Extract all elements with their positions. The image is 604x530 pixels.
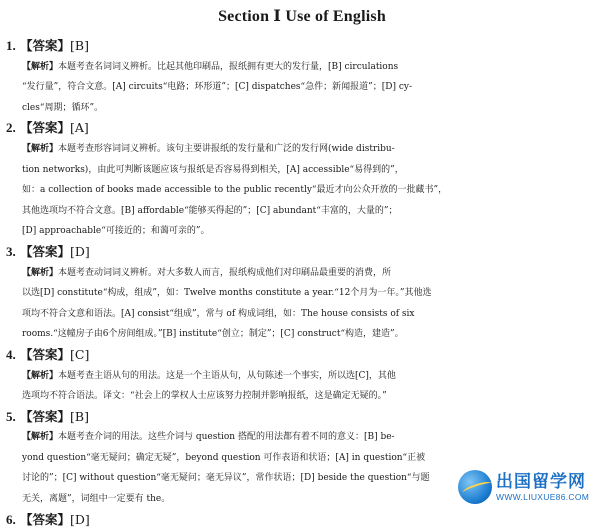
answer-value: [C] [70,346,90,362]
answer-value: [B] [70,408,89,424]
answer-tag: 【答案】 [20,511,71,527]
item-number: 3. [6,243,16,259]
analysis-line [6,77,600,98]
analysis-text: tion networks)，由此可判断该题应该与报纸是否容易得到相关，[A] accessible“易得到的”， [22,164,404,175]
answer-line [6,242,600,263]
analysis-text: 本题考查介词的用法。这些介词与 question 搭配的用法都有着不同的意义：[B] be- [58,432,395,443]
answer-list [6,36,600,530]
analysis-text: yond question“毫无疑问；确定无疑”，beyond question 可作表语和状语；[A] in question“正被 [22,452,426,463]
analysis-text: [D] approachable“可接近的；和蔼可亲的”。 [22,226,210,237]
answer-line [6,407,600,428]
analysis-line [6,201,600,222]
watermark-logo [458,465,598,509]
answer-line [6,118,600,139]
answer-value: [D] [70,511,90,527]
analysis-line [6,139,600,160]
analysis-text: 其他选项均不符合文意。[B] affordable“能够买得起的”；[C] abundant“丰富的，大量的”； [22,205,398,216]
analysis-text: 以选[D] constitute“构成，组成”，如：Twelve months constitute a year.“12个月为一年。”其他选 [22,288,432,299]
item-number: 4. [6,346,16,362]
analysis-line [6,263,600,284]
analysis-text: cles“周期；循环”。 [22,102,104,113]
answer-line [6,36,600,57]
answer-item [6,36,600,118]
section-title: Section Ⅰ Use of English [218,8,386,25]
analysis-text: 本题考查名词词义辨析。比起其他印刷品，报纸拥有更大的发行量，[B] circulations [58,61,399,72]
watermark-text [496,472,589,502]
answer-item [6,242,600,345]
analysis-text: 项均不符合文意和语法。[A] consist“组成”，常与 of 构成词组，如：The house consists of six [22,308,415,319]
analysis-line [6,304,600,325]
analysis-text: 讨论的”；[C] without question“毫无疑问；毫无异议”，常作状语；[D] beside the question“与题 [22,473,430,484]
analysis-tag: 【解析】 [22,61,59,72]
analysis-tag: 【解析】 [22,267,59,278]
watermark-name: 出国留学网 [496,472,586,492]
answer-value: [D] [70,243,90,259]
answer-value: [A] [70,120,89,136]
analysis-line [6,366,600,387]
analysis-tag: 【解析】 [22,143,59,154]
analysis-text: 选项均不符合语法。译文：“社会上的掌权人士应该努力控制并影响报纸，这是确定无疑的。” [22,391,387,402]
analysis-text: “发行量”，符合文意。[A] circuits“电路；环形道”；[C] dispatches“急件；新闻报道”；[D] cy- [22,82,412,93]
analysis-line [6,180,600,201]
item-number: 2. [6,120,16,136]
watermark-url: WWW.LIUXUE86.COM [496,492,590,502]
analysis-line [6,386,600,407]
answer-tag: 【答案】 [20,120,71,136]
answer-tag: 【答案】 [20,408,71,424]
analysis-text: 本题考查动词词义辨析。对大多数人而言，报纸构成他们对印刷品最重要的消费，所 [58,267,392,278]
item-number: 6. [6,511,16,527]
answer-tag: 【答案】 [20,346,71,362]
analysis-text: 无关，离题”，词组中一定要有 the。 [22,494,171,505]
globe-icon [458,470,492,504]
analysis-tag: 【解析】 [22,370,59,381]
answer-line [6,345,600,366]
analysis-text: rooms.“这幢房子由6个房间组成。”[B] institute“创立；制定”；[C] construct“构造，建造”。 [22,329,404,340]
analysis-line [6,324,600,345]
item-number: 5. [6,408,16,424]
analysis-line [6,160,600,181]
answer-item [6,345,600,407]
analysis-line [6,283,600,304]
analysis-tag: 【解析】 [22,432,59,443]
answer-tag: 【答案】 [20,243,71,259]
analysis-text: 本题考查形容词词义辨析。该句主要讲报纸的发行量和广泛的发行网(wide distribu- [58,143,395,154]
analysis-text: 本题考查主语从句的用法。这是一个主语从句，从句陈述一个事实，所以选[C]，其他 [58,370,396,381]
analysis-line [6,57,600,78]
analysis-text: 如：a collection of books made accessible to the public recently“最近才向公众开放的一批藏书”， [22,185,448,196]
answer-value: [B] [70,38,89,53]
answer-item [6,118,600,242]
analysis-line [6,221,600,242]
answer-tag: 【答案】 [20,38,71,53]
analysis-line [6,98,600,119]
analysis-line [6,427,600,448]
item-number: 1. [6,38,16,53]
